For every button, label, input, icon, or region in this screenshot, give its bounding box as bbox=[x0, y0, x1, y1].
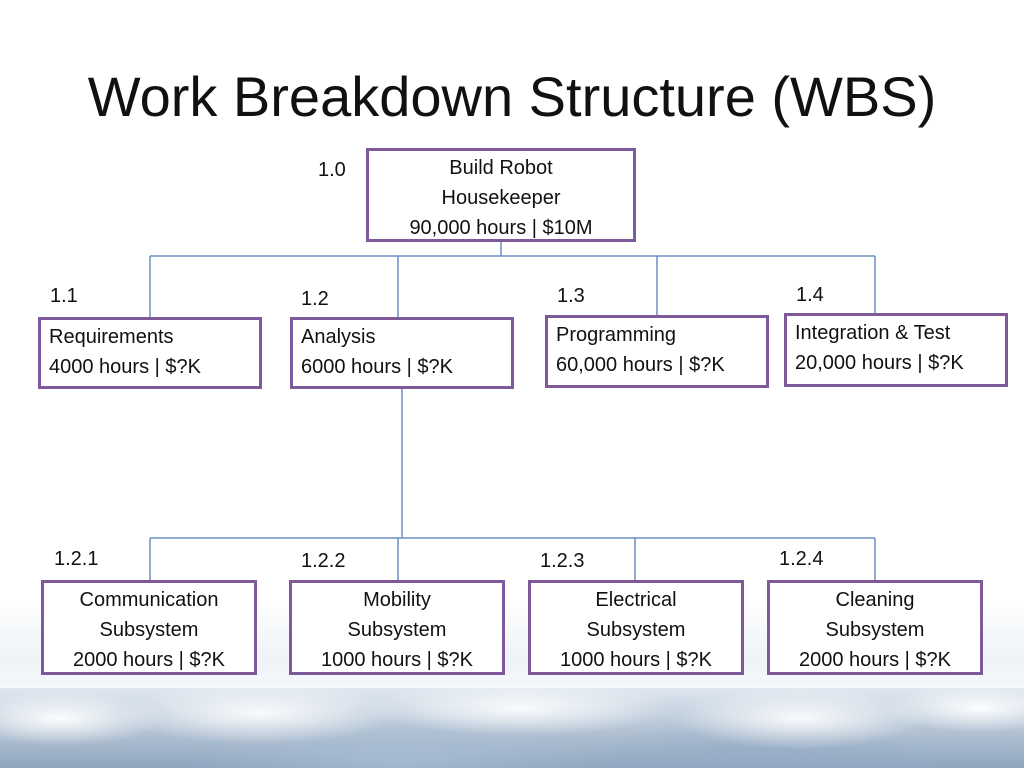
wbs-node-build-robot bbox=[366, 148, 636, 242]
node-line: 1000 hours | $?K bbox=[321, 649, 473, 671]
node-line: 90,000 hours | $10M bbox=[409, 217, 593, 239]
wbs-node-integration-test bbox=[784, 313, 1008, 387]
node-line: Electrical bbox=[595, 589, 677, 611]
node-line: Subsystem bbox=[347, 619, 447, 641]
wbs-number-1-2-1: 1.2.1 bbox=[54, 548, 99, 570]
wbs-number-1-0: 1.0 bbox=[318, 159, 346, 181]
wbs-number-1-1: 1.1 bbox=[50, 285, 78, 307]
node-line: Programming bbox=[556, 324, 677, 346]
wbs-node-cleaning-subsystem bbox=[767, 580, 983, 675]
node-line: Subsystem bbox=[825, 619, 925, 641]
wbs-number-1-3: 1.3 bbox=[557, 285, 585, 307]
node-line: Build Robot bbox=[449, 157, 553, 179]
wbs-node-communication-subsystem bbox=[41, 580, 257, 675]
node-line: 4000 hours | $?K bbox=[49, 356, 201, 378]
wbs-number-1-2-3: 1.2.3 bbox=[540, 550, 585, 572]
wbs-number-1-2: 1.2 bbox=[301, 288, 329, 310]
node-line: Mobility bbox=[363, 589, 431, 611]
wbs-number-1-2-2: 1.2.2 bbox=[301, 550, 346, 572]
wbs-number-1-2-4: 1.2.4 bbox=[779, 548, 824, 570]
node-line: Subsystem bbox=[99, 619, 199, 641]
node-line: 1000 hours | $?K bbox=[560, 649, 712, 671]
node-line: 2000 hours | $?K bbox=[799, 649, 951, 671]
node-line: Requirements bbox=[49, 326, 174, 348]
node-line: 6000 hours | $?K bbox=[301, 356, 453, 378]
node-line: Cleaning bbox=[835, 589, 915, 611]
node-line: Integration & Test bbox=[795, 322, 951, 344]
node-line: Analysis bbox=[301, 326, 376, 348]
wbs-number-1-4: 1.4 bbox=[796, 284, 824, 306]
wbs-node-requirements bbox=[38, 317, 262, 389]
node-line: 20,000 hours | $?K bbox=[795, 352, 964, 374]
node-line: 60,000 hours | $?K bbox=[556, 354, 725, 376]
wbs-node-analysis bbox=[290, 317, 514, 389]
node-line: Communication bbox=[79, 589, 219, 611]
node-line: Housekeeper bbox=[441, 187, 561, 209]
node-line: 2000 hours | $?K bbox=[73, 649, 225, 671]
wbs-node-mobility-subsystem bbox=[289, 580, 505, 675]
wbs-node-programming bbox=[545, 315, 769, 388]
node-line: Subsystem bbox=[586, 619, 686, 641]
slide-title: Work Breakdown Structure (WBS) bbox=[87, 65, 937, 128]
wbs-node-electrical-subsystem bbox=[528, 580, 744, 675]
